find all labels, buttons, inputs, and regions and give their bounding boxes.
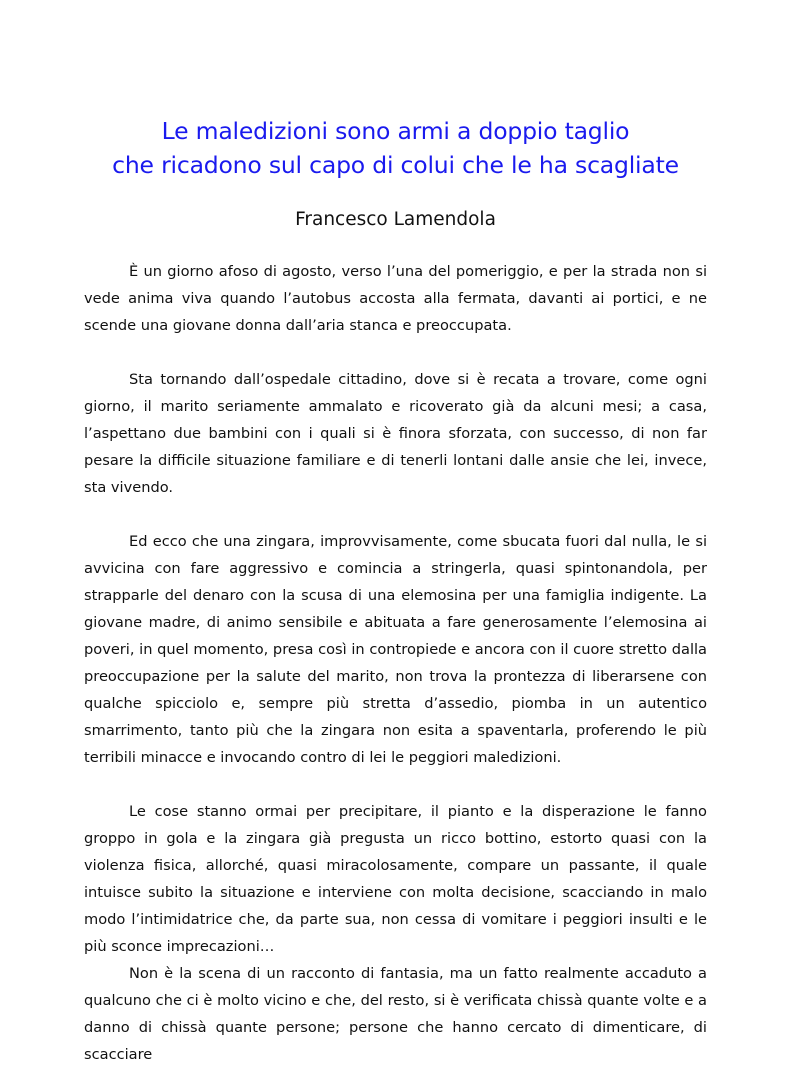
paragraph-4: Le cose stanno ormai per precipitare, il pianto e la disperazione le fanno groppo in gola e la zingara già pregusta un ricco bottino, estorto quasi con la violenza fisica, allorché, quasi miracolosamente, compare un passante, il quale intuisce subito la situazione e interviene con molta decisione, scacciando in malo modo l’intimidatrice che, da parte sua, non cessa di vomitare i peggiori insulti e le più sconce imprecazioni… <box>84 803 707 955</box>
title-line-1: Le maledizioni sono armi a doppio taglio <box>161 117 630 145</box>
document-title <box>60 114 731 182</box>
paragraph-3: Ed ecco che una zingara, improvvisamente, come sbucata fuori dal nulla, le si avvicina con fare aggressivo e comincia a stringerla, quasi spintonandola, per strapparle del denaro con la scusa di una elemosina per una famiglia indigente. La giovane madre, di animo sensibile e abituata a fare generosamente l’elemosina ai poveri, in quel momento, presa così in contropiede e ancora con il cuore stretto dalla preoccupazione per la salute del marito, non trova la prontezza di liberarsene con qualche spicciolo e, sempre più stretta d’assedio, piomba in un autentico smarrimento, tanto più che la zingara non esita a spaventarla, proferendo le più terribili minacce e invocando contro di lei le peggiori maledizioni. <box>84 533 707 766</box>
document-body <box>84 258 707 1068</box>
paragraph-1: È un giorno afoso di agosto, verso l’una del pomeriggio, e per la strada non si vede anima viva quando l’autobus accosta alla fermata, davanti ai portici, e ne scende una giovane donna dall’aria stanca e preoccupata. <box>84 263 707 334</box>
title-line-2: che ricadono sul capo di colui che le ha scagliate <box>112 151 679 179</box>
author-name: Francesco Lamendola <box>295 209 496 230</box>
paragraph-2: Sta tornando dall’ospedale cittadino, dove si è recata a trovare, come ogni giorno, il marito seriamente ammalato e ricoverato già da alcuni mesi; a casa, l’aspettano due bambini con i quali si è finora sforzata, con successo, di non far pesare la difficile situazione familiare e di tenerli lontani dalle ansie che lei, invece, sta vivendo. <box>84 371 707 496</box>
paragraph-5: Non è la scena di un racconto di fantasia, ma un fatto realmente accaduto a qualcuno che ci è molto vicino e che, del resto, si è verificata chissà quante volte e a danno di chissà quante persone; persone che hanno cercato di dimenticare, di scacciare <box>84 965 707 1063</box>
